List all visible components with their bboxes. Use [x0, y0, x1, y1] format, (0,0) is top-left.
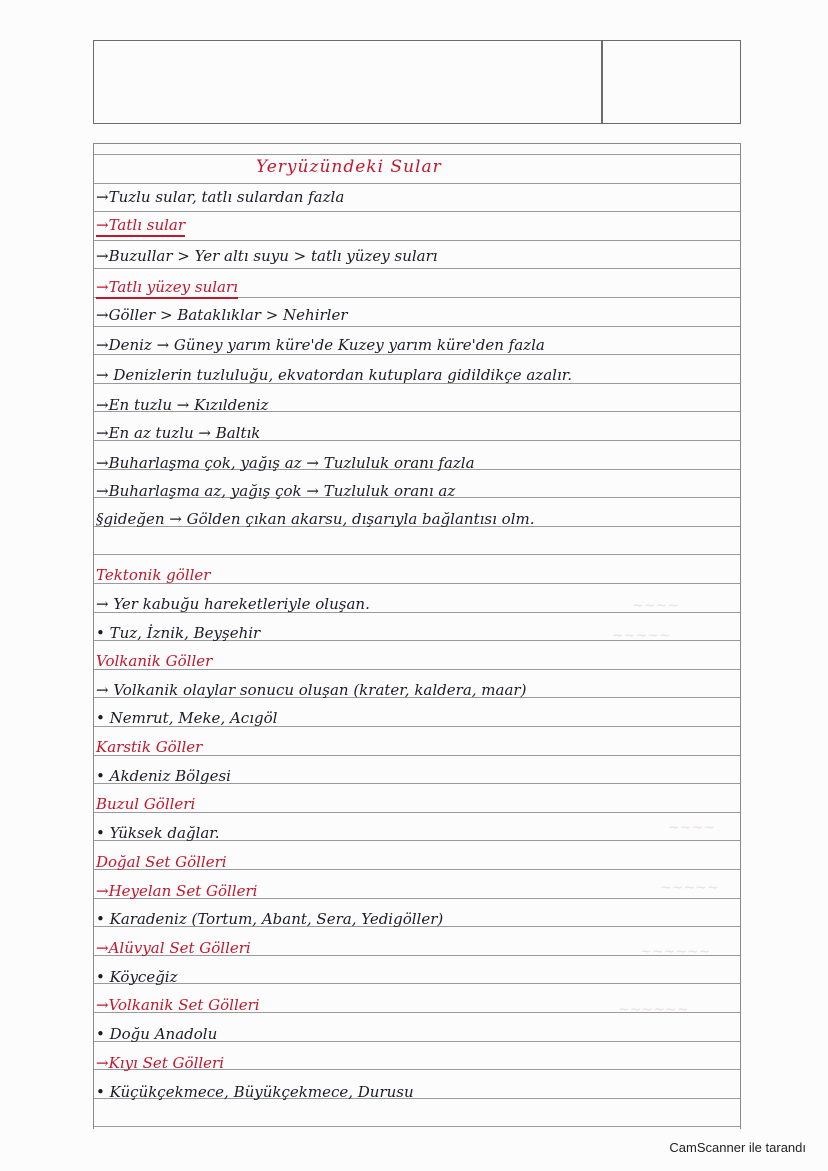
- bleed-through-mark: ~~~~~~: [618, 1002, 689, 1018]
- note-line: → Yer kabuğu hareketleriyle oluşan.: [96, 595, 370, 613]
- note-line: →Göller > Bataklıklar > Nehirler: [96, 306, 348, 324]
- note-line: →Buharlaşma çok, yağış az → Tuzluluk oranı fazla: [96, 454, 475, 472]
- ruled-line: [94, 554, 740, 555]
- note-line: →Buharlaşma az, yağış çok → Tuzluluk oranı az: [96, 482, 456, 500]
- note-line: • Akdeniz Bölgesi: [96, 767, 231, 785]
- note-line: • Tuz, İznik, Beyşehir: [96, 624, 261, 642]
- bleed-through-mark: ~~~~~: [660, 880, 719, 896]
- note-line: → Denizlerin tuzluluğu, ekvatordan kutuplara gidildikçe azalır.: [96, 366, 573, 384]
- header-divider: [601, 41, 603, 123]
- note-line: • Nemrut, Meke, Acıgöl: [96, 709, 278, 727]
- section-heading: →Alüvyal Set Gölleri: [96, 939, 251, 957]
- section-heading: →Volkanik Set Gölleri: [96, 996, 260, 1014]
- note-line: →Buzullar > Yer altı suyu > tatlı yüzey suları: [96, 247, 438, 265]
- note-heading: [96, 278, 238, 296]
- note-line: • Köyceğiz: [96, 968, 178, 986]
- ruled-line: [94, 983, 740, 984]
- scanner-watermark: CamScanner ile tarandı: [669, 1140, 806, 1155]
- ruled-line: [94, 326, 740, 327]
- note-line: §gideğen → Gölden çıkan akarsu, dışarıyla bağlantısı olm.: [96, 510, 535, 528]
- bleed-through-mark: ~~~~: [632, 598, 679, 614]
- section-heading: →Kıyı Set Gölleri: [96, 1054, 225, 1072]
- section-heading: Buzul Gölleri: [96, 795, 196, 813]
- note-line: →En tuzlu → Kızıldeniz: [96, 396, 269, 414]
- ruled-line: [94, 1126, 740, 1127]
- section-heading: →Heyelan Set Gölleri: [96, 882, 258, 900]
- ruled-line: [94, 354, 740, 355]
- header-table: [93, 40, 741, 124]
- ruled-line: [94, 211, 740, 212]
- notes-title: Yeryüzündeki Sular: [256, 157, 442, 177]
- section-heading: Karstik Göller: [96, 738, 203, 756]
- bleed-through-mark: ~~~~: [668, 820, 715, 836]
- ruled-line: [94, 240, 740, 241]
- note-line: →En az tuzlu → Baltık: [96, 424, 261, 442]
- note-line: →Tuzlu sular, tatlı sulardan fazla: [96, 188, 345, 206]
- ruled-line: [94, 183, 740, 184]
- note-line: • Karadeniz (Tortum, Abant, Sera, Yedigöller): [96, 910, 444, 928]
- note-heading-text: →Tatlı sular: [96, 216, 185, 237]
- bleed-through-mark: ~~~~~~: [640, 944, 711, 960]
- section-heading: Volkanik Göller: [96, 652, 213, 670]
- note-heading-text: →Tatlı yüzey suları: [96, 278, 238, 299]
- note-line: • Küçükçekmece, Büyükçekmece, Durusu: [96, 1083, 414, 1101]
- note-line: → Volkanik olaylar sonucu oluşan (krater, kaldera, maar): [96, 681, 527, 699]
- note-line: • Yüksek dağlar.: [96, 824, 220, 842]
- ruled-line: [94, 154, 740, 155]
- note-line: →Deniz → Güney yarım küre'de Kuzey yarım küre'den fazla: [96, 336, 545, 354]
- ruled-line: [94, 268, 740, 269]
- bleed-through-mark: ~~~~~: [612, 628, 671, 644]
- section-heading: Doğal Set Gölleri: [96, 853, 227, 871]
- note-heading: [96, 216, 185, 234]
- section-heading: Tektonik göller: [96, 566, 211, 584]
- note-line: • Doğu Anadolu: [96, 1025, 218, 1043]
